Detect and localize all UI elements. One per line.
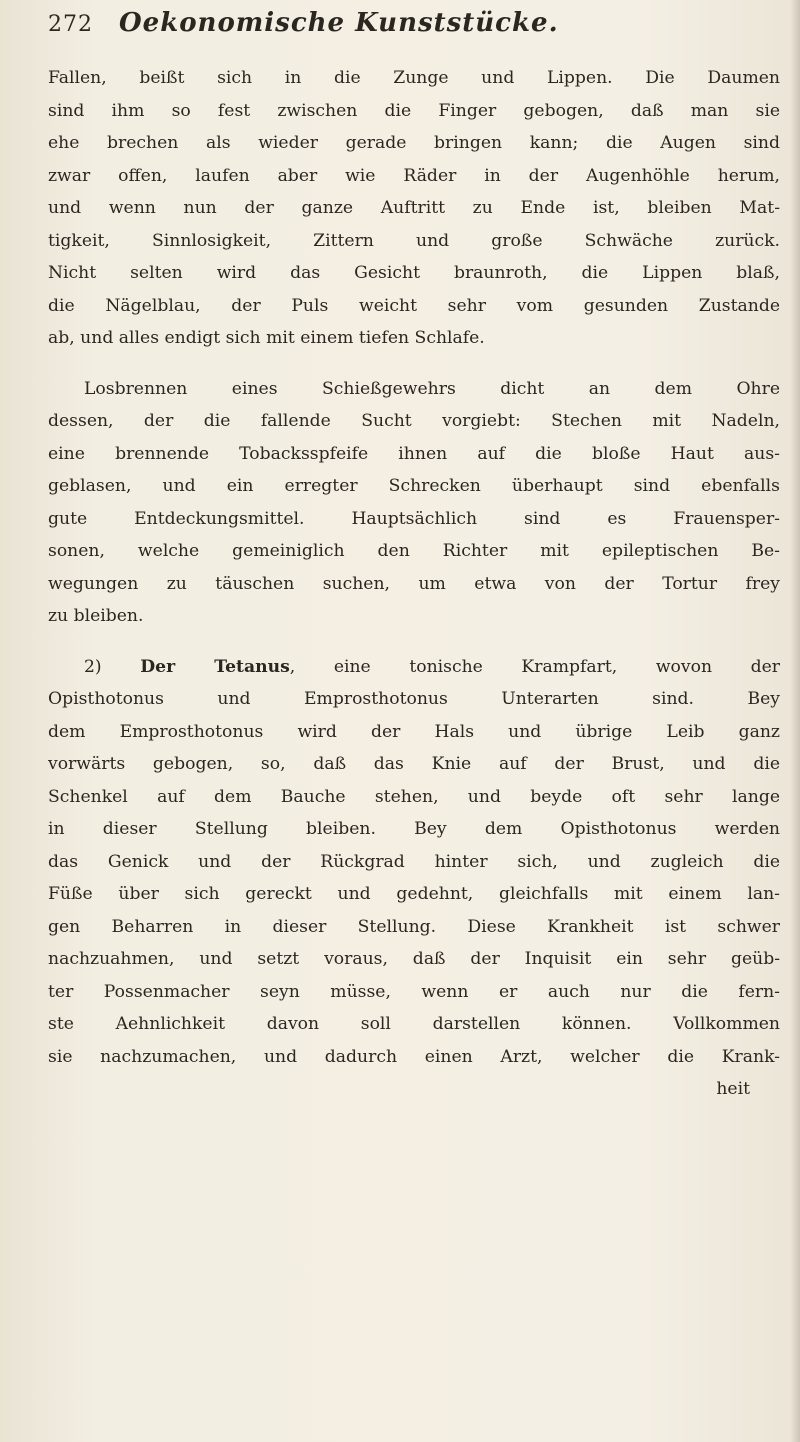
text-line: die Nägelblau, der Puls weicht sehr vom gesunden Zustande (48, 295, 780, 316)
page-number: 272 (48, 12, 93, 37)
text-line: sind ihm so fest zwischen die Finger gebogen, daß man sie (48, 100, 780, 121)
text-line: sonen, welche gemeiniglich den Richter mit epileptischen Be- (48, 541, 780, 561)
text-line: gute Entdeckungsmittel. Hauptsächlich sind es Frauensper- (48, 508, 780, 529)
section-heading-rest: , eine tonische Krampfart, wovon der (289, 656, 780, 677)
text-line: und wenn nun der ganze Auftritt zu Ende ist, bleiben Mat- (48, 198, 780, 218)
text-line: geblasen, und ein erregter Schrecken überhaupt sind ebenfalls (48, 476, 780, 496)
page-edge-shadow (790, 0, 800, 1442)
text-line: Fallen, beißt sich in die Zunge und Lippen. Die Daumen (48, 68, 780, 88)
paragraph-2 (48, 373, 780, 633)
text-line: gen Beharren in dieser Stellung. Diese Krankheit ist schwer (48, 916, 780, 937)
text-line: tigkeit, Sinnlosigkeit, Zittern und große Schwäche zurück. (48, 230, 780, 251)
body-text (48, 62, 780, 1106)
text-line: wegungen zu täuschen suchen, um etwa von der Tortur frey (48, 573, 780, 594)
section-heading-line (48, 651, 780, 684)
text-line: Losbrennen eines Schießgewehrs dicht an dem Ohre (84, 378, 780, 399)
section-number: 2) (84, 656, 141, 677)
text-line: zwar offen, laufen aber wie Räder in der Augenhöhle herum, (48, 165, 780, 186)
text-line: Schenkel auf dem Bauche stehen, und beyde oft sehr lange (48, 786, 780, 807)
text-line: das Genick und der Rückgrad hinter sich, und zugleich die (48, 851, 780, 872)
page-header (48, 8, 780, 60)
text-line: ab, und alles endigt sich mit einem tiefen Schlafe. (48, 328, 485, 348)
text-line: dem Emprosthotonus wird der Hals und übrige Leib ganz (48, 721, 780, 742)
text-line: vorwärts gebogen, so, daß das Knie auf der Brust, und die (48, 754, 780, 774)
text-line: Füße über sich gereckt und gedehnt, gleichfalls mit einem lan- (48, 884, 780, 904)
running-head: Oekonomische Kunststücke. (119, 8, 559, 38)
text-line: zu bleiben. (48, 606, 144, 626)
text-line: sie nachzumachen, und dadurch einen Arzt, welcher die Krank- (48, 1046, 780, 1067)
text-line: ste Aehnlichkeit davon soll darstellen können. Vollkommen (48, 1014, 780, 1034)
paragraph-3 (48, 651, 780, 1074)
catchword: heit (716, 1079, 750, 1099)
tetanus-term: Der Tetanus (140, 656, 290, 677)
paragraph-1 (48, 62, 780, 355)
text-line: in dieser Stellung bleiben. Bey dem Opisthotonus werden (48, 819, 780, 839)
text-line: nachzuahmen, und setzt voraus, daß der Inquisit ein sehr geüb- (48, 949, 780, 969)
text-line: eine brennende Tobacksspfeife ihnen auf die bloße Haut aus- (48, 443, 780, 464)
text-line: Nicht selten wird das Gesicht braunroth, die Lippen blaß, (48, 263, 780, 283)
text-line: ter Possenmacher seyn müsse, wenn er auch nur die fern- (48, 981, 780, 1002)
text-line: Opisthotonus und Emprosthotonus Unterarten sind. Bey (48, 689, 780, 709)
text-line: dessen, der die fallende Sucht vorgiebt: Stechen mit Nadeln, (48, 411, 780, 431)
text-line: ehe brechen als wieder gerade bringen kann; die Augen sind (48, 133, 780, 153)
